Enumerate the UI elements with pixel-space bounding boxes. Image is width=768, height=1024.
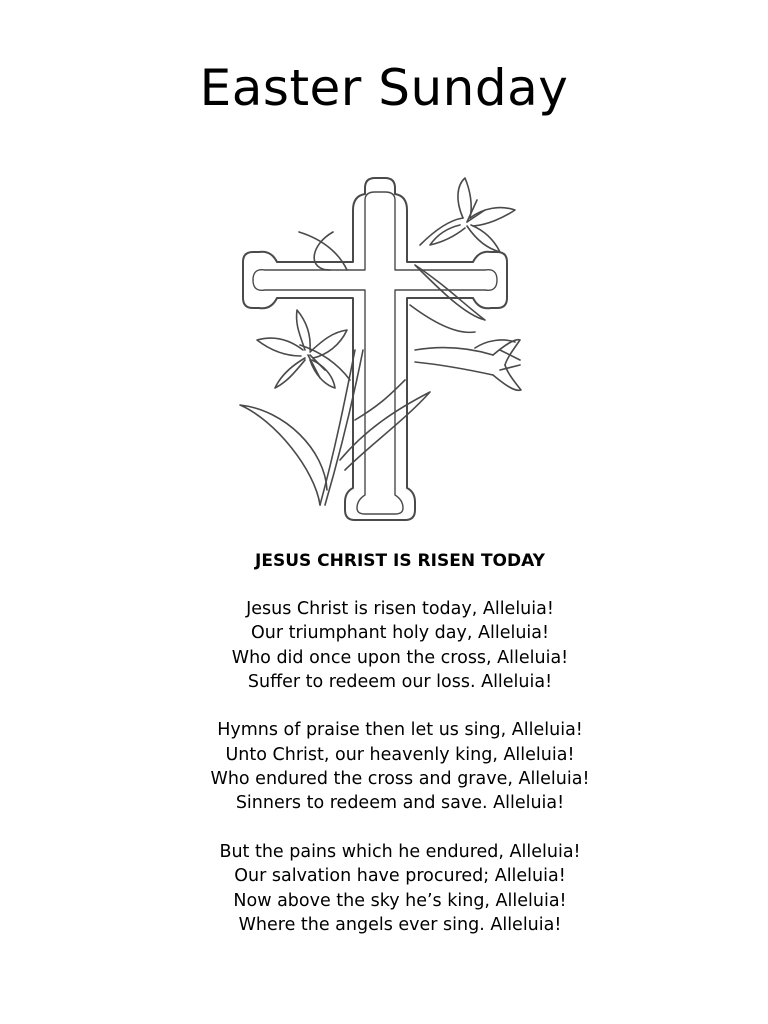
lily-top-right: [420, 178, 515, 252]
verse-2: [0, 718, 768, 815]
verse-line: Now above the sky he’s king, Alleluia!: [233, 890, 567, 911]
page-title: Easter Sunday: [199, 59, 569, 117]
leaf-shape: [240, 405, 327, 505]
verse-line: Unto Christ, our heavenly king, Alleluia!: [225, 744, 575, 765]
verse-line: Jesus Christ is risen today, Alleluia!: [246, 599, 554, 619]
verse-line: Suffer to redeem our loss. Alleluia!: [247, 671, 553, 692]
cross-with-lilies-icon: [215, 170, 555, 535]
cross-with-lilies-illustration: [215, 170, 555, 535]
lily-left: [257, 310, 347, 388]
verse-line: Hymns of praise then let us sing, Alleluia!: [217, 720, 583, 741]
verse-line: Who endured the cross and grave, Alleluia!: [210, 769, 590, 790]
leaf-shape: [299, 232, 347, 270]
leaf-shape: [300, 345, 350, 380]
hymn-verses: [0, 597, 768, 961]
verse-3: [0, 840, 768, 937]
leaf-shape: [415, 265, 485, 320]
verse-line: Who did once upon the cross, Alleluia!: [231, 647, 569, 668]
verse-line: Our triumphant holy day, Alleluia!: [250, 623, 550, 644]
verse-line: Our salvation have procured; Alleluia!: [234, 866, 566, 887]
verse-line: Where the angels ever sing. Alleluia!: [238, 914, 562, 935]
lily-trumpet-right: [415, 340, 521, 391]
stem-shape: [320, 350, 355, 505]
verse-line: Sinners to redeem and save. Alleluia!: [235, 793, 565, 814]
leaf-shape: [355, 380, 405, 420]
leaf-shape: [410, 305, 475, 332]
verse-1: [0, 597, 768, 694]
verse-line: But the pains which he endured, Alleluia!: [219, 841, 581, 862]
cross-inner-shape: [253, 192, 497, 514]
leaf-shape: [314, 232, 333, 270]
hymn-title: JESUS CHRIST IS RISEN TODAY: [255, 551, 545, 571]
